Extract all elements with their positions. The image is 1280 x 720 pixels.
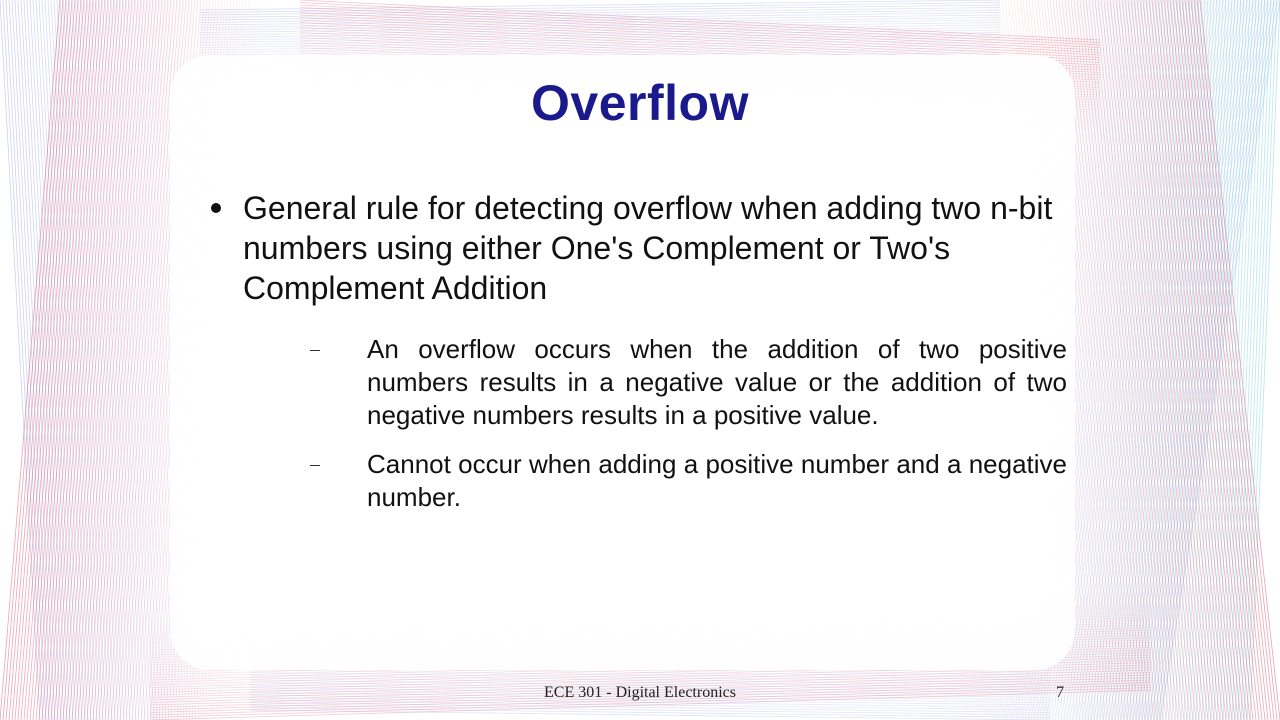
footer-text: ECE 301 - Digital Electronics xyxy=(544,684,736,701)
slide-title: Overflow xyxy=(531,75,749,131)
subbullet-item xyxy=(367,333,1067,432)
dash-bullet-icon xyxy=(310,465,320,466)
page-number: 7 xyxy=(1056,684,1064,701)
subbullet-text: Cannot occur when adding a positive number and a negative number. xyxy=(367,449,1067,512)
bullet-text: General rule for detecting overflow when adding two n-bit numbers using either One's Complement or Two's Complement Addition xyxy=(243,190,1053,306)
dash-bullet-icon xyxy=(310,350,320,351)
subbullet-item xyxy=(367,448,1067,514)
bullet-dot-icon xyxy=(211,203,221,213)
subbullet-text: An overflow occurs when the addition of two positive numbers results in a negative value or the addition of two negative numbers results in a positive value. xyxy=(367,334,1067,430)
slide-body xyxy=(208,188,1088,514)
bullet-item xyxy=(208,188,1088,308)
